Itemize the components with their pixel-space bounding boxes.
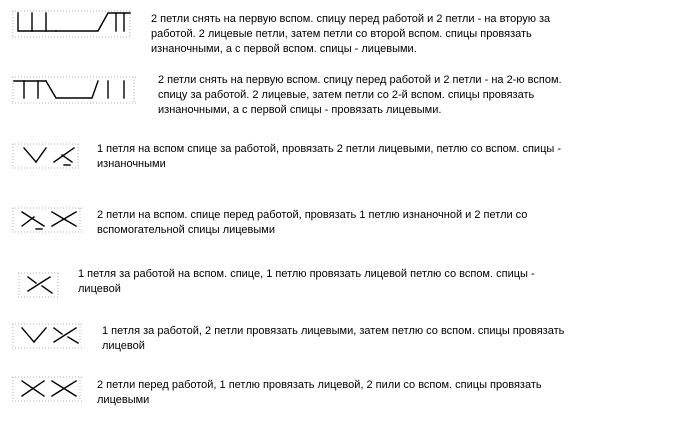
cross-2-front-1-purl-icon xyxy=(12,207,82,233)
cable-cross-2-over-2-right-purl-icon xyxy=(12,10,132,38)
legend-description: 2 петли снять на первую вспом. спицу перед работой и 2 петли - на вторую за работой. 2 лицевые петли, затем петли со второй вспом. спицы провязать изнаночными, а с первой вспом. спицы - лицевыми. xyxy=(151,13,551,55)
cross-2-front-1-knit-icon xyxy=(12,376,82,402)
cross-1-behind-1-icon xyxy=(18,272,60,298)
legend-description: 1 петля за работой, 2 петли провязать лицевыми, затем петлю со вспом. спицы провязать лицевой xyxy=(102,325,565,352)
cross-1-behind-2-knit-icon xyxy=(12,323,82,349)
cable-cross-2-over-2-left-purl-icon xyxy=(12,76,136,104)
legend-description: 2 петли на вспом. спице перед работой, провязать 1 петлю изнаночной и 2 петли со вспомогательной спицы лицевыми xyxy=(97,209,528,236)
legend-description: 2 петли снять на первую вспом. спицу перед работой и 2 петли - на 2-ю вспом. спицу за работой. 2 лицевые, затем петли со 2-й вспом. спицы провязать изнаночными, а с первой спицы - провязать лицевыми. xyxy=(158,74,562,116)
cross-1-behind-2-purl-icon xyxy=(12,143,80,169)
legend-description: 1 петля на вспом спице за работой, провязать 2 петли лицевыми, петлю со вспом. спицы - изнаночными xyxy=(97,143,562,170)
legend-description: 1 петля за работой на вспом. спице, 1 петлю провязать лицевой петлю со вспом. спицы - лицевой xyxy=(78,268,535,295)
legend-description: 2 петли перед работой, 1 петлю провязать лицевой, 2 пили со вспом. спицы провязать лицевыми xyxy=(97,379,542,406)
